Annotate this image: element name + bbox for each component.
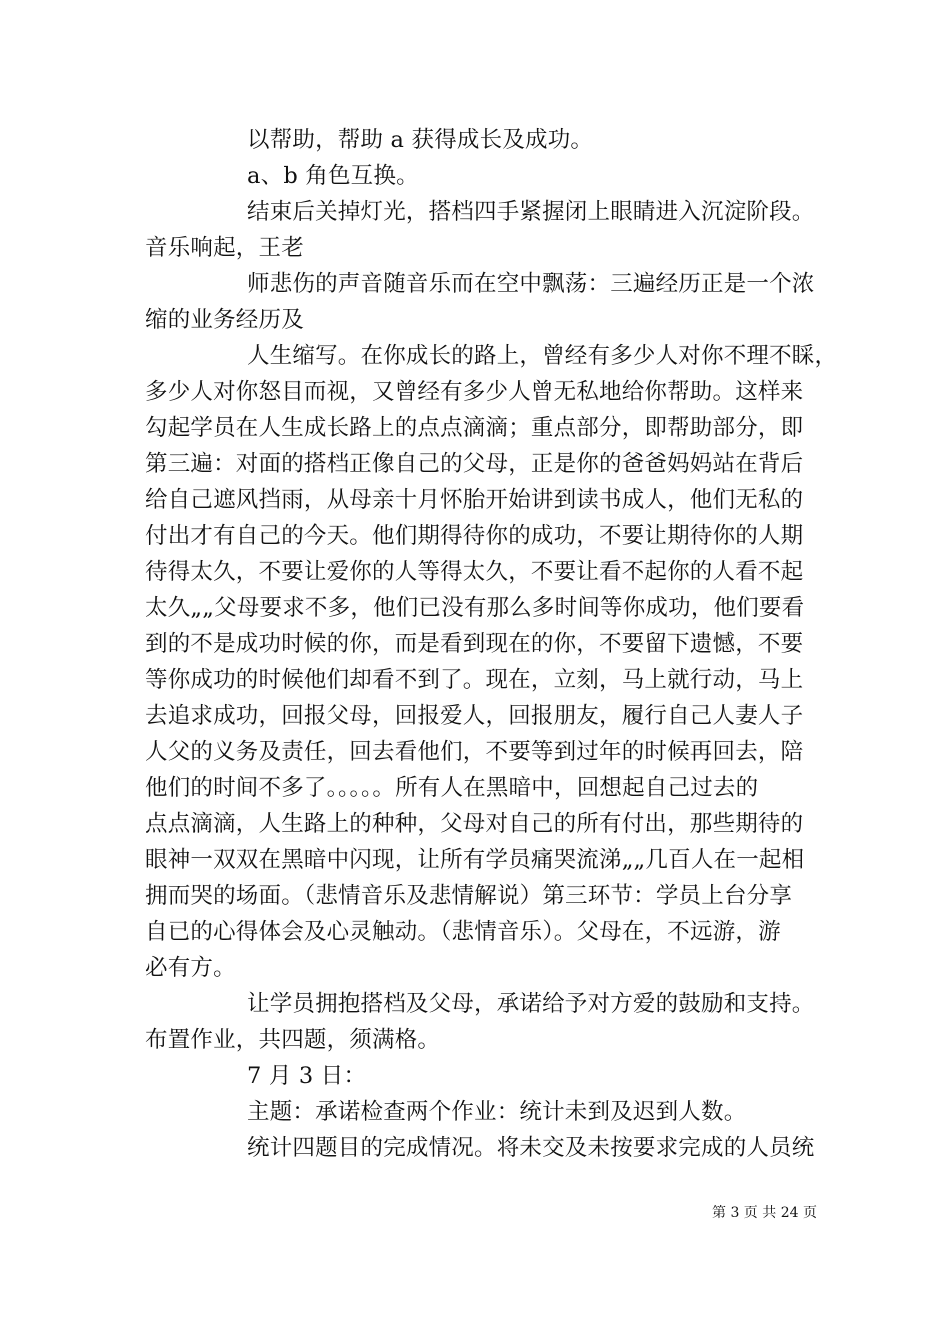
text-line: 眼神一双双在黑暗中闪现，让所有学员痛哭流涕„„几百人在一起相 <box>145 847 805 873</box>
text-line: a、b 角色互换。 <box>247 163 419 189</box>
text-line: 待得太久，不要让爱你的人等得太久，不要让看不起你的人看不起 <box>145 559 804 585</box>
text-line: 太久„„父母要求不多，他们已没有那么多时间等你成功，他们要看 <box>145 595 805 621</box>
text-line: 结束后关掉灯光，搭档四手紧握闭上眼睛进入沉淀阶段。 <box>247 199 815 225</box>
text-line: 给自己遮风挡雨，从母亲十月怀胎开始讲到读书成人，他们无私的 <box>145 487 804 513</box>
text-line: 人父的义务及责任，回去看他们，不要等到过年的时候再回去，陪 <box>145 739 804 765</box>
text-line: 人生缩写。在你成长的路上，曾经有多少人对你不理不睬， <box>247 343 838 369</box>
text-line: 以帮助，帮助 a 获得成长及成功。 <box>247 127 594 153</box>
text-line: 他们的时间不多了。。。。。所有人在黑暗中，回想起自己过去的 <box>145 775 759 801</box>
text-line: 等你成功的时候他们却看不到了。现在，立刻，马上就行动，马上 <box>145 667 804 693</box>
text-line: 去追求成功，回报父母，回报爱人，回报朋友，履行自己人妻人子 <box>145 703 804 729</box>
text-line: 缩的业务经历及 <box>145 307 304 333</box>
text-line: 主题：承诺检查两个作业：统计未到及迟到人数。 <box>247 1099 747 1125</box>
text-line: 自已的心得体会及心灵触动。（悲情音乐）。父母在，不远游，游 <box>145 919 781 945</box>
page-number: 第 3 页 共 24 页 <box>712 1205 817 1221</box>
text-line: 点点滴滴，人生路上的种种，父母对自己的所有付出，那些期待的 <box>145 811 804 837</box>
text-line: 师悲伤的声音随音乐而在空中飘荡：三遍经历正是一个浓 <box>247 271 815 297</box>
text-line: 7 月 3 日： <box>247 1063 367 1089</box>
text-line: 到的不是成功时候的你，而是看到现在的你，不要留下遗憾，不要 <box>145 631 804 657</box>
text-line: 勾起学员在人生成长路上的点点滴滴；重点部分，即帮助部分，即 <box>145 415 804 441</box>
text-line: 付出才有自己的今天。他们期得待你的成功，不要让期待你的人期 <box>145 523 804 549</box>
text-line: 必有方。 <box>145 955 236 981</box>
text-line: 让学员拥抱搭档及父母，承诺给予对方爱的鼓励和支持。 <box>247 991 815 1017</box>
text-line: 多少人对你怒目而视，又曾经有多少人曾无私地给你帮助。这样来 <box>145 379 804 405</box>
text-line: 拥而哭的场面。（悲情音乐及悲情解说）第三环节：学员上台分享 <box>145 883 793 909</box>
text-line: 统计四题目的完成情况。将未交及未按要求完成的人员统 <box>247 1135 815 1161</box>
text-line: 布置作业，共四题，须满格。 <box>145 1027 441 1053</box>
text-line: 第三遍：对面的搭档正像自己的父母，正是你的爸爸妈妈站在背后 <box>145 451 804 477</box>
text-line: 音乐响起，王老 <box>145 235 304 261</box>
